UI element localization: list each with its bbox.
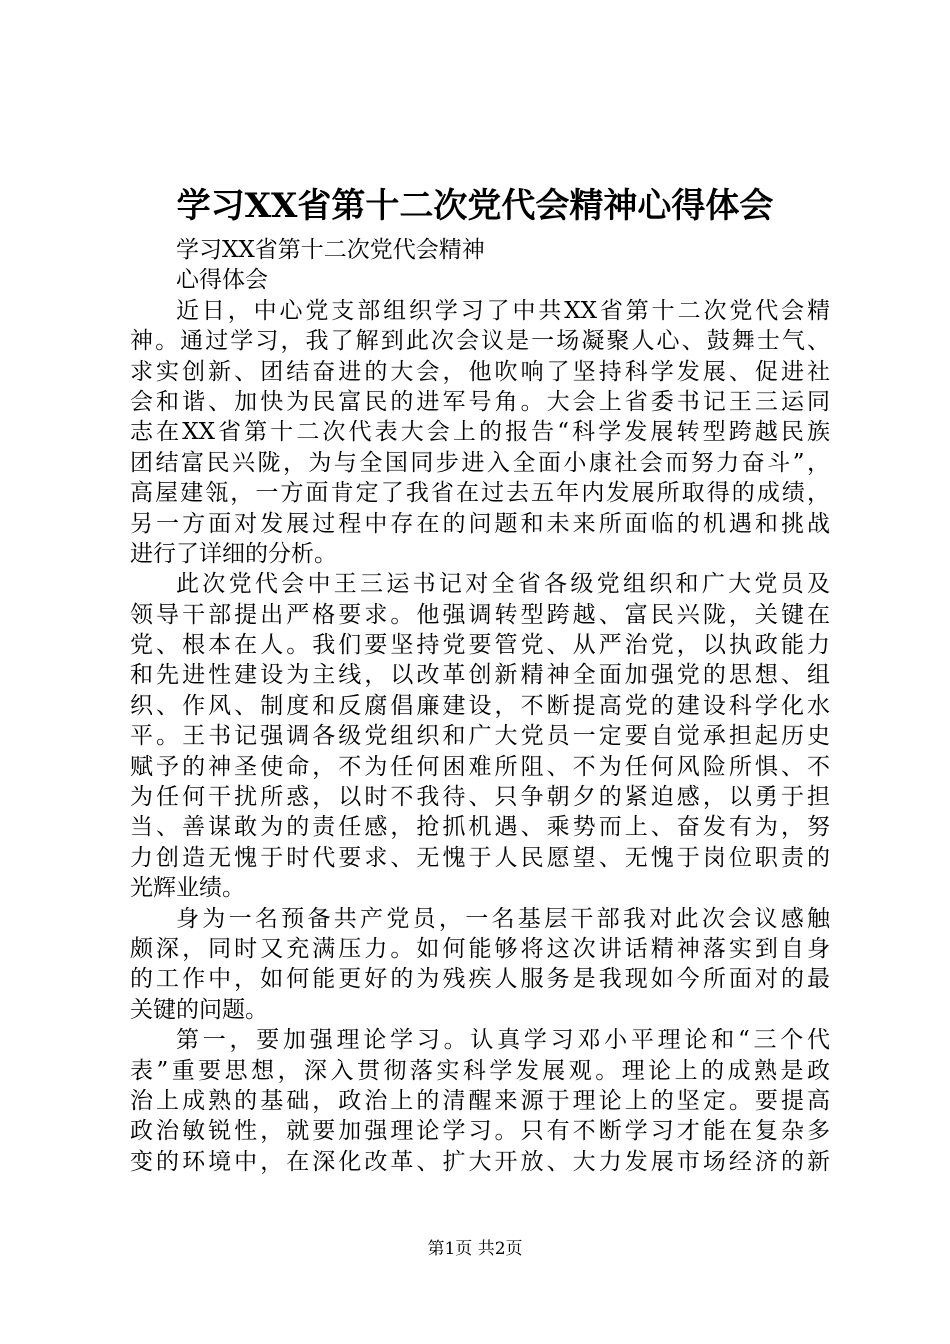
page-footer: 第1页 共2页: [427, 1239, 523, 1259]
paragraph-line: 身为一名预备共产党员，一名基层干部我对此次会议感触: [176, 905, 830, 932]
paragraph-line: 治上成熟的基础，政治上的清醒来源于理论上的坚定。要提高: [130, 1087, 830, 1114]
paragraph-line: 织、作风、制度和反腐倡廉建设，不断提高党的建设科学化水: [130, 692, 830, 719]
paragraph-line: 党、根本在人。我们要坚持党要管党、从严治党，以执政能力: [130, 632, 830, 659]
paragraph-line: 平。王书记强调各级党组织和广大党员一定要自觉承担起历史: [130, 723, 830, 750]
paragraph-line: 团结富民兴陇，为与全国同步进入全面小康社会而努力奋斗”，: [130, 449, 830, 476]
paragraph-line: 赋予的神圣使命，不为任何困难所阻、不为任何风险所惧、不: [130, 753, 830, 780]
paragraph-line: 为任何干扰所惑，以时不我待、只争朝夕的紧迫感，以勇于担: [130, 784, 830, 811]
paragraph-line: 求实创新、团结奋进的大会，他吹响了坚持科学发展、促进社: [130, 358, 830, 385]
paragraph-line: 和先进性建设为主线，以改革创新精神全面加强党的思想、组: [130, 662, 830, 689]
paragraph-line: 当、善谋敢为的责任感，抢抓机遇、乘势而上、奋发有为，努: [130, 814, 830, 841]
subtitle-line: 心得体会: [176, 267, 268, 294]
paragraph-line: 另一方面对发展过程中存在的问题和未来所面临的机遇和挑战: [130, 510, 830, 537]
paragraph-line: 领导干部提出严格要求。他强调转型跨越、富民兴陇，关键在: [130, 601, 830, 628]
paragraph-line: 表”重要思想，深入贯彻落实科学发展观。理论上的成熟是政: [130, 1057, 830, 1084]
paragraph-line: 神。通过学习，我了解到此次会议是一场凝聚人心、鼓舞士气、: [130, 328, 830, 355]
paragraph-line: 力创造无愧于时代要求、无愧于人民愿望、无愧于岗位职责的: [130, 844, 830, 871]
paragraph-line: 会和谐、加快为民富民的进军号角。大会上省委书记王三运同: [130, 388, 830, 415]
paragraph-line: 变的环境中，在深化改革、扩大开放、大力发展市场经济的新: [130, 1148, 830, 1175]
paragraph-line: 光辉业绩。: [130, 875, 245, 902]
paragraph-line: 近日，中心党支部组织学习了中共XX省第十二次党代会精: [176, 297, 830, 324]
paragraph-line: 此次党代会中王三运书记对全省各级党组织和广大党员及: [176, 571, 830, 598]
paragraph-line: 关键的问题。: [130, 996, 268, 1023]
paragraph-line: 第一，要加强理论学习。认真学习邓小平理论和“三个代: [176, 1027, 830, 1054]
paragraph-line: 政治敏锐性，就要加强理论学习。只有不断学习才能在复杂多: [130, 1118, 830, 1145]
subtitle-line: 学习XX省第十二次党代会精神: [176, 237, 485, 263]
paragraph-line: 志在XX省第十二次代表大会上的报告“科学发展转型跨越民族: [130, 419, 830, 446]
paragraph-line: 高屋建瓴，一方面肯定了我省在过去五年内发展所取得的成绩，: [130, 480, 830, 507]
paragraph-line: 的工作中，如何能更好的为残疾人服务是我现如今所面对的最: [130, 966, 830, 993]
document-title: 学习XX省第十二次党代会精神心得体会: [176, 186, 774, 226]
paragraph-line: 颇深，同时又充满压力。如何能够将这次讲话精神落实到自身: [130, 935, 830, 962]
document-body: [130, 235, 830, 1177]
paragraph-line: 进行了详细的分析。: [130, 540, 337, 567]
